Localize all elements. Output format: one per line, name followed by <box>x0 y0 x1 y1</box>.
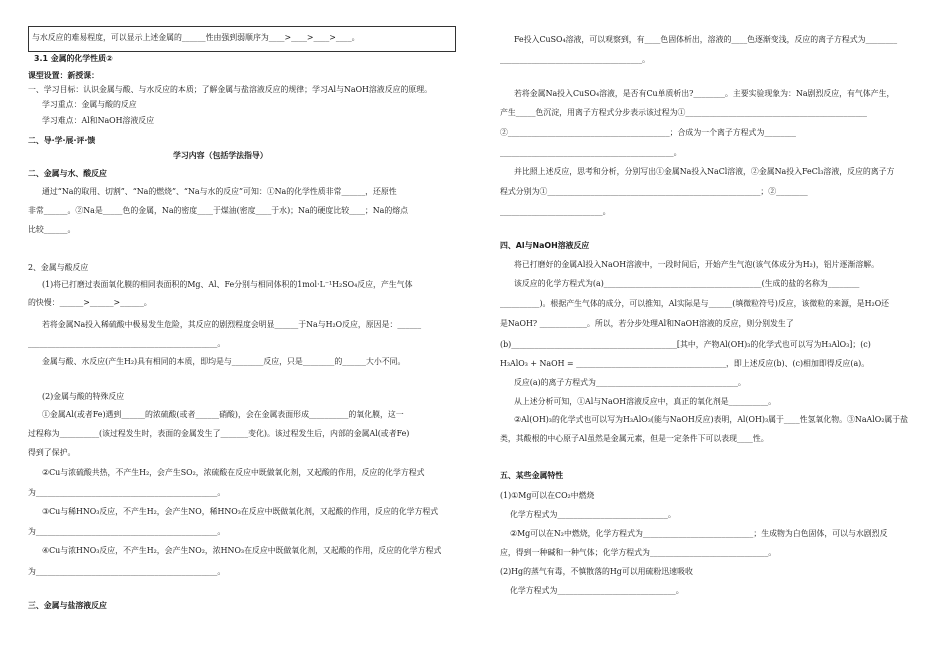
heading-water-acid: 二、金属与水、酸反应 <box>28 169 107 178</box>
carryover-box <box>28 26 456 52</box>
paragraph-line: (1)①Mg可以在CO₂中燃烧 <box>500 491 595 500</box>
paragraph-line: ________________________________________________。 <box>28 339 226 348</box>
paragraph-line: 若将金属Na投入CuSO₄溶液，是否有Cu单质析出?________。主要实验现象为：Na剧烈反应，有气体产生， <box>514 89 895 98</box>
heading-guide: 二、导·学·展·评·馈 <box>28 136 96 145</box>
paragraph-line: 类，其酸根的中心原子Al虽然是金属元素，但是一定条件下可以表现____性。 <box>500 434 769 443</box>
difficulty: 学习难点：Al和NaOH溶液反应 <box>42 116 155 125</box>
paragraph-line: 过程称为__________(该过程发生时，表面的金属发生了_______变化)。该过程发生后，内部的金属Al(或者Fe) <box>28 429 410 438</box>
paragraph-line: __________)。根据产生气体的成分，可以推知，Al实际是与______(填微粒符号)反应，该微粒的来源，是H₂O还 <box>500 299 890 308</box>
paragraph-line: 化学方程式为______________________________。 <box>510 586 684 595</box>
paragraph-line: 产生_____色沉淀，用离子方程式分步表示该过程为①______________________________________________ <box>500 108 867 117</box>
paragraph-line: 是NaOH? ____________。所以，若分步处理Al和NaOH溶液的反应，则分别发生了 <box>500 319 794 328</box>
paragraph-line: (b)__________________________________________[其中，产物Al(OH)₃的化学式也可以写为H₃AlO₃]；(c) <box>500 340 871 349</box>
paragraph-line: 程式分别为①______________________________________________________；②________ <box>500 187 808 196</box>
paragraph-line: 该反应的化学方程式为(a)________________________________________(生成的盐的名称为________ <box>514 279 860 288</box>
paragraph-line: ③Cu与稀HNO₃反应，不产生H₂，会产生NO，稀HNO₃在反应中既做氧化剂，又起酸的作用，反应的化学方程式 <box>42 507 439 516</box>
paragraph-line: 应，得到一种碱和一种气体；化学方程式为______________________________。 <box>500 548 777 557</box>
subheading-acid: 2、金属与酸反应 <box>28 263 89 272</box>
paragraph-line: 化学方程式为____________________________。 <box>510 510 676 519</box>
paragraph-line: ②_________________________________________；合成为一个离子方程式为________ <box>500 128 796 137</box>
paragraph-line: 非常______。②Na是_____色的金属，Na的密度____于煤油(密度____于水)；Na的硬度比较____；Na的熔点 <box>28 206 409 215</box>
lesson-type: 课型设置：新授课： <box>28 71 100 80</box>
paragraph-line: 比较______。 <box>28 225 76 234</box>
heading-content: 学习内容（包括学法指导） <box>173 151 268 160</box>
paragraph-line: ①金属Al(或者Fe)遇到______的浓硫酸(或者______硝酸)，会在金属表面形成__________的氧化膜，这一 <box>42 410 404 419</box>
paragraph-line: ②Cu与浓硫酸共热，不产生H₂，会产生SO₂，浓硫酸在反应中既做氧化剂，又起酸的作用，反应的化学方程式 <box>42 468 425 477</box>
section-title: 3.1 金属的化学性质② <box>34 54 113 63</box>
paragraph-line: 为______________________________________________。 <box>28 488 226 497</box>
subheading-special: (2)金属与酸的特殊反应 <box>42 392 125 401</box>
paragraph-line: ____________________________________________。 <box>500 148 682 157</box>
paragraph-line: __________________________。 <box>500 207 611 216</box>
paragraph-line: 通过“Na的取用、切割”、“Na的燃烧”、“Na与水的反应”可知：①Na的化学性质非常______，还原性 <box>42 187 397 196</box>
paragraph-line: 将已打磨好的金属Al投入NaOH溶液中，一段时间后，开始产生气泡(该气体成分为H₂)，铝片逐渐溶解。 <box>514 260 880 269</box>
carryover-text: 与水反应的难易程度，可以显示上述金属的______性由强到弱顺序为____>____>____>____。 <box>32 33 360 42</box>
paragraph-line: 并比照上述反应，思考和分析，分别写出①金属Na投入NaCl溶液，②金属Na投入FeCl₃溶液，反应的离子方 <box>514 167 895 176</box>
key-point: 学习重点：金属与酸的反应 <box>42 100 137 109</box>
paragraph-line: 为______________________________________________。 <box>28 567 226 576</box>
paragraph-line: ②Al(OH)₃的化学式也可以写为H₃AlO₃(能与NaOH反应)表明，Al(OH)₃属于____性氢氧化物。③NaAlO₂属于盐 <box>514 415 909 424</box>
paragraph-line: (2)Hg的蒸气有毒，不慎散落的Hg可以用硫粉迅速吸收 <box>500 567 693 576</box>
learning-goal: 一、学习目标：认识金属与酸、与水反应的本质；了解金属与盐溶液反应的规律；学习Al与NaOH溶液反应的原理。 <box>28 85 433 94</box>
paragraph-line: 从上述分析可知，①Al与NaOH溶液反应中，真正的氧化剂是__________。 <box>514 397 777 406</box>
paragraph-line: 的快慢：______>______>______。 <box>28 298 152 307</box>
paragraph-line: 若将金属Na投入稀硫酸中极易发生危险，其反应的剧烈程度会明显______于Na与H₂O反应，原因是：______ <box>42 320 422 329</box>
heading-salt: 三、金属与盐溶液反应 <box>28 601 107 610</box>
paragraph-line: 为______________________________________________。 <box>28 527 226 536</box>
paragraph-line: ④Cu与浓HNO₃反应，不产生H₂，会产生NO₂，浓HNO₃在反应中既做氧化剂，又起酸的作用，反应的化学方程式 <box>42 546 442 555</box>
paragraph-line: ②Mg可以在N₂中燃烧，化学方程式为____________________________；生成物为白色固体，可以与水剧烈反 <box>510 529 888 538</box>
paragraph-line: H₃AlO₃ + NaOH = ______________________________________，即上述反应(b)、(c)相加即得反应(a)。 <box>500 359 870 368</box>
paragraph-line: 得到了保护。 <box>28 448 76 457</box>
paragraph-line: ____________________________________。 <box>500 55 650 64</box>
paragraph-line: Fe投入CuSO₄溶液，可以观察到，有____色固体析出，溶液的____色逐渐变浅，反应的离子方程式为________ <box>514 35 898 44</box>
heading-al-naoh: 四、Al与NaOH溶液反应 <box>500 241 590 250</box>
paragraph-line: 反应(a)的离子方程式为____________________________________。 <box>514 378 746 387</box>
paragraph-line: (1)将已打磨过表面氧化膜的相同表面积的Mg、Al、Fe分别与相同体积的1mol·L⁻¹H₂SO₄反应，产生气体 <box>42 280 413 289</box>
heading-metal-properties: 五、某些金属特性 <box>500 471 564 480</box>
paragraph-line: 金属与酸、水反应(产生H₂)具有相同的本质，即均是与________反应，只是________的______大小不同。 <box>42 357 406 366</box>
